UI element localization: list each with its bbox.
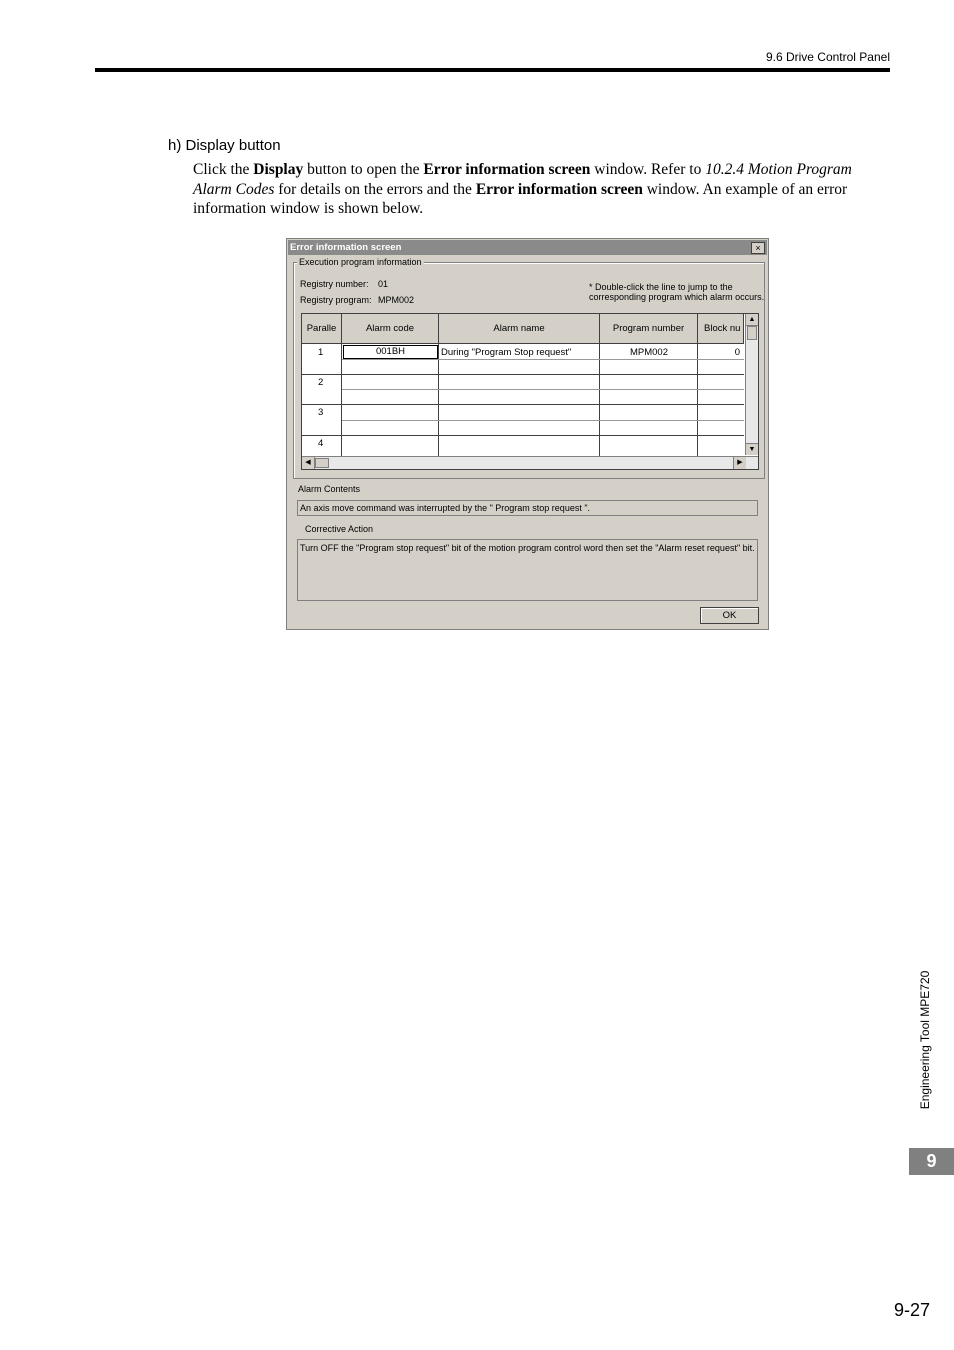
- dialog-title: Error information screen: [290, 242, 402, 253]
- reference-link[interactable]: 10.2.4 Motion Program Alarm Codes: [193, 161, 852, 198]
- grid-line: [342, 389, 744, 390]
- ok-button[interactable]: OK: [700, 607, 759, 624]
- column-header-block-number[interactable]: Block nu: [698, 314, 744, 344]
- error-info-dialog: [286, 238, 769, 630]
- text-run: window. Refer to: [590, 161, 706, 178]
- scroll-down-arrow-icon[interactable]: ▼: [746, 443, 758, 455]
- dialog-titlebar[interactable]: [288, 240, 767, 255]
- column-header-alarm-code[interactable]: Alarm code: [342, 314, 439, 344]
- body-paragraph: [193, 160, 883, 219]
- table-cell-parallel[interactable]: 3: [318, 407, 324, 418]
- corrective-action-field[interactable]: Turn OFF the "Program stop request" bit of the motion program control word then set the "Alarm reset request" bit.: [297, 539, 758, 601]
- grid-line: [342, 420, 744, 421]
- scroll-up-arrow-icon[interactable]: ▲: [746, 314, 758, 326]
- horizontal-scrollbar[interactable]: [302, 456, 758, 469]
- vertical-scrollbar[interactable]: [745, 314, 758, 455]
- grid-line: [341, 344, 342, 456]
- jump-note: * Double-click the line to jump to the corresponding program which alarm occurs.: [589, 282, 765, 302]
- table-cell-program-number[interactable]: MPM002: [629, 347, 668, 358]
- grid-line: [302, 435, 744, 436]
- vertical-scroll-thumb[interactable]: [747, 326, 757, 340]
- bold-run: Error information screen: [423, 161, 591, 178]
- bold-run: Display: [253, 161, 304, 178]
- header-rule: [95, 68, 890, 72]
- table-cell-block-number[interactable]: 0: [734, 347, 740, 358]
- registry-number-value: 01: [378, 279, 389, 289]
- section-title: h) Display button: [168, 137, 281, 154]
- text-run: for details on the errors and the: [274, 180, 476, 198]
- alarm-contents-field[interactable]: An axis move command was interrupted by the " Program stop request ".: [297, 500, 758, 516]
- scroll-left-arrow-icon[interactable]: ◀: [302, 457, 315, 469]
- horizontal-scroll-thumb[interactable]: [315, 458, 329, 468]
- alarm-table: [301, 313, 759, 470]
- sidebar-chapter-title: Engineering Tool MPE720: [918, 970, 932, 1110]
- text-run: window. An example of an error information window is shown below.: [193, 180, 848, 217]
- bold-run: Error information screen: [475, 180, 643, 198]
- grid-line: [302, 404, 744, 405]
- corrective-action-label: Corrective Action: [305, 524, 374, 534]
- grid-line: [599, 344, 600, 456]
- text-run: button to open the: [303, 161, 424, 178]
- table-cell-parallel[interactable]: 4: [318, 438, 324, 449]
- registry-program-value: MPM002: [378, 295, 415, 305]
- table-cell-parallel[interactable]: 2: [318, 377, 324, 388]
- column-header-parallel[interactable]: Paralle: [302, 314, 342, 344]
- table-cell-parallel[interactable]: 1: [318, 347, 324, 358]
- text-run: Click the: [193, 161, 254, 178]
- column-header-program-number[interactable]: Program number: [600, 314, 698, 344]
- grid-line: [302, 374, 744, 375]
- running-header: 9.6 Drive Control Panel: [765, 50, 890, 64]
- grid-line: [342, 359, 744, 360]
- grid-line: [438, 344, 439, 456]
- scroll-right-arrow-icon[interactable]: ▶: [733, 457, 746, 469]
- page-number: 9-27: [893, 1300, 930, 1320]
- group-label: Execution program information: [299, 257, 422, 267]
- registry-number-label: Registry number:: [300, 279, 369, 289]
- alarm-contents-label: Alarm Contents: [298, 484, 361, 494]
- chapter-tab: 9: [909, 1148, 954, 1175]
- grid-line: [697, 344, 698, 456]
- table-cell-alarm-name[interactable]: During "Program Stop request": [441, 347, 572, 358]
- close-button[interactable]: ×: [751, 242, 765, 254]
- registry-program-label: Registry program:: [300, 295, 372, 305]
- table-cell-alarm-code[interactable]: 001BH: [343, 345, 438, 359]
- column-header-alarm-name[interactable]: Alarm name: [439, 314, 600, 344]
